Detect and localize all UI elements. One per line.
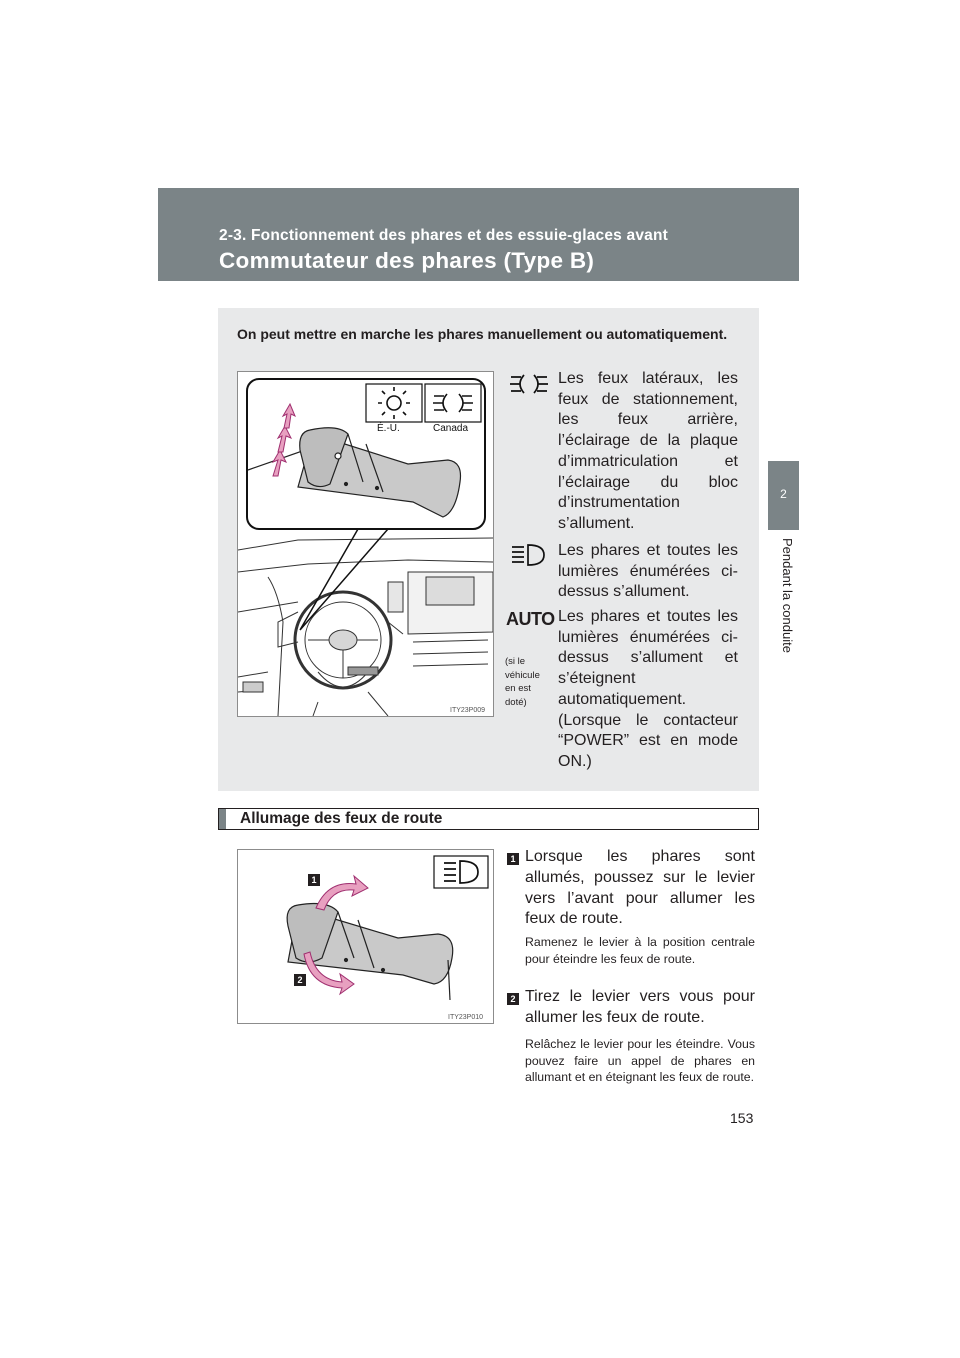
step-text: Lorsque les phares sont allumés, poussez sur le levier vers l’avant pour allumer les feux de route.	[525, 848, 755, 928]
step-subtext: Relâchez le levier pour les éteindre. Vous pouvez faire un appel de phares en allumant et en éteignant les feux de route.	[525, 1037, 755, 1084]
figure-code: ITY23P009	[450, 707, 486, 714]
entry-headlights: Les phares et toutes les lumières énumérées ci-dessus s’allument.	[558, 542, 738, 601]
lever-illustration	[238, 850, 493, 1023]
label-us: É.-U.	[377, 423, 400, 434]
label-canada: Canada	[433, 423, 469, 434]
entry-auto: Les phares et toutes les lumières énumérées ci-dessus s’allument et s’éteignent automatiquement. (Lorsque le contacteur “POWER” est en mode ON.)	[558, 608, 738, 770]
step-subtext: Ramenez le levier à la position centrale pour éteindre les feux de route.	[525, 935, 755, 966]
entry-side-lights: Les feux latéraux, les feux de stationnement, les feux arrière, l’éclairage de la plaque d’immatriculation et l’éclairage du bloc d’instrumentation s’allument.	[558, 370, 738, 532]
dashboard-illustration	[238, 372, 493, 716]
subsection-title: Allumage des feux de route	[240, 810, 443, 827]
callout-2: 2	[297, 975, 303, 985]
auto-icon: AUTO	[506, 609, 555, 629]
chapter-label: Pendant la conduite	[780, 538, 795, 653]
section-title: 2-3. Fonctionnement des phares et des essuie-glaces avant	[219, 227, 668, 244]
callout-1: 1	[311, 875, 317, 885]
step-number: 1	[507, 853, 519, 865]
page-title: Commutateur des phares (Type B)	[219, 248, 595, 273]
headlight-switch-figure	[237, 371, 494, 717]
high-beam-figure	[237, 849, 494, 1024]
chapter-number: 2	[780, 487, 787, 501]
headlight-icon	[508, 542, 550, 568]
side-lights-icon	[508, 371, 550, 397]
page-number: 153	[730, 1110, 754, 1126]
intro-text: On peut mettre en marche les phares manuellement ou automatiquement.	[237, 326, 728, 342]
subsection-accent	[219, 809, 226, 829]
step-number: 2	[507, 993, 519, 1005]
step-text: Tirez le levier vers vous pour allumer les feux de route.	[525, 988, 755, 1026]
figure-code: ITY23P010	[448, 1014, 484, 1021]
optional-note: (si le véhicule en est doté)	[505, 656, 540, 708]
